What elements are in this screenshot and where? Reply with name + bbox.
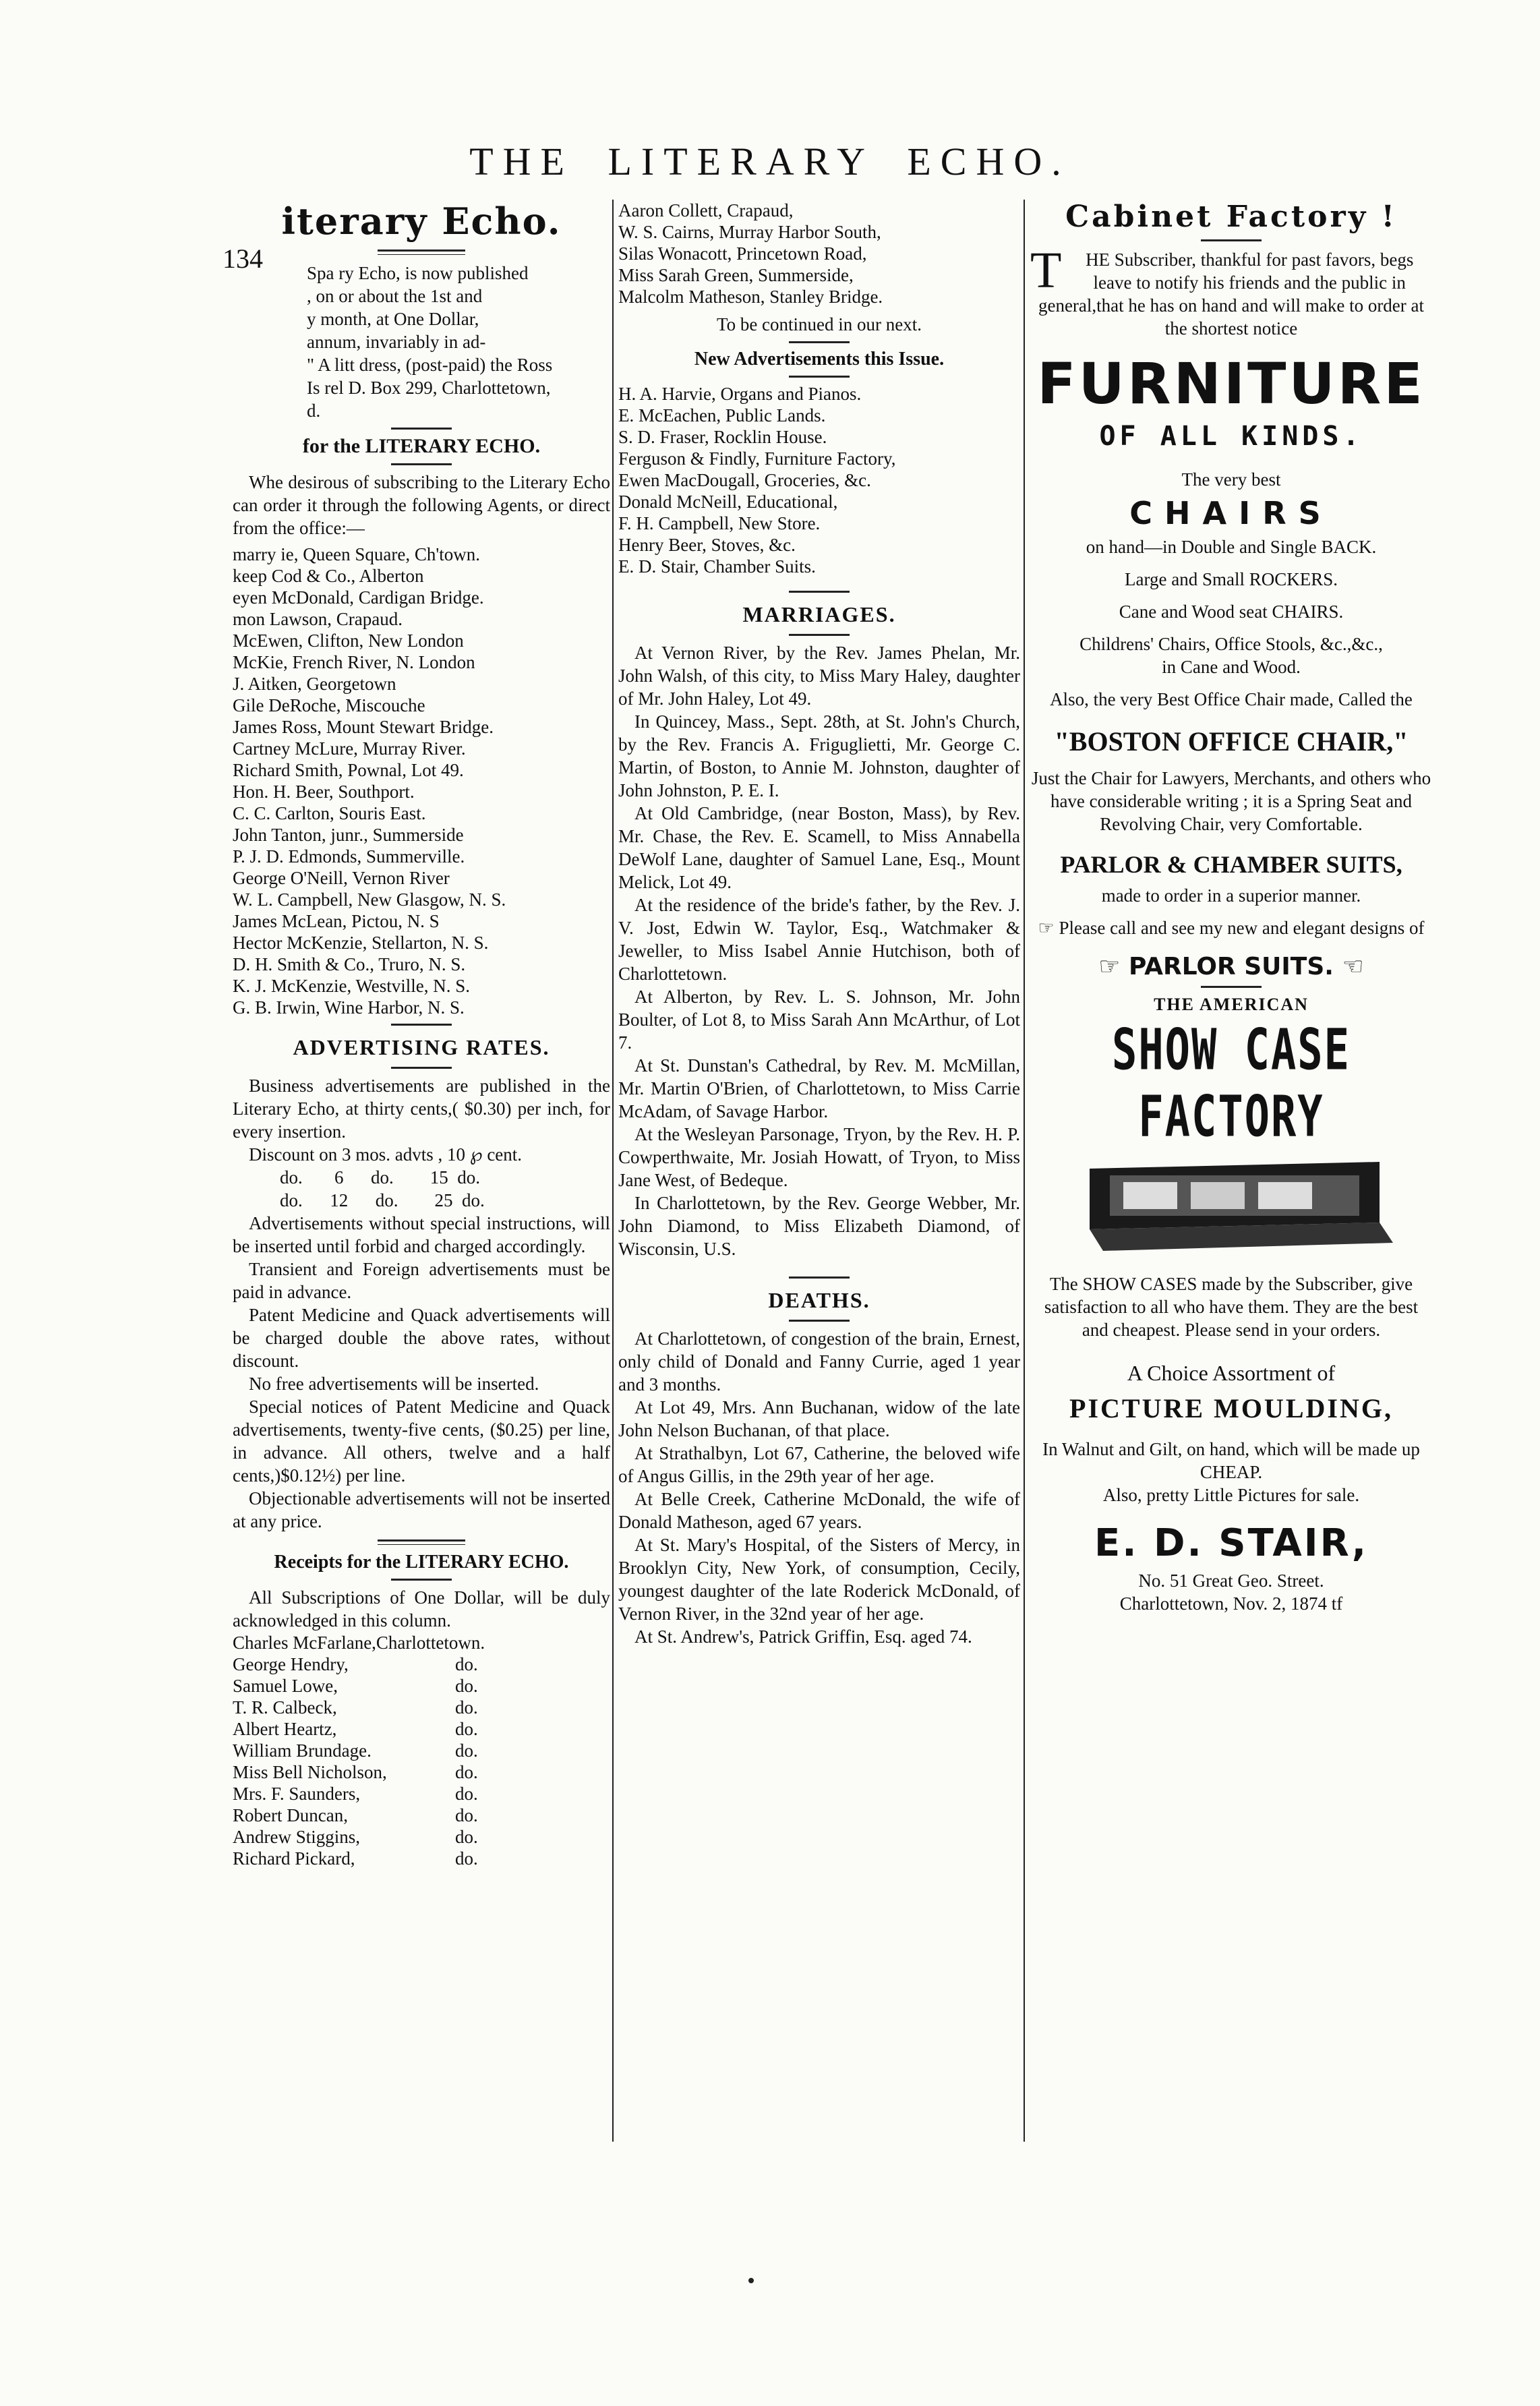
- intro-block: [233, 262, 610, 422]
- receipt-name: Andrew Stiggins,: [233, 1827, 360, 1847]
- advertiser-date: Charlottetown, Nov. 2, 1874 tf: [1119, 1593, 1343, 1614]
- cane-text: Cane and Wood seat CHAIRS.: [1119, 602, 1344, 622]
- show-case-icon: [1063, 1155, 1400, 1256]
- all-kinds-heading: OF ALL KINDS.: [1099, 421, 1363, 452]
- intro-line: " A litt dress, (post-paid) the Ross: [307, 355, 553, 375]
- death-notice: At St. Andrew's, Patrick Griffin, Esq. aged 74.: [634, 1626, 972, 1647]
- receipt-place: do.: [455, 1784, 478, 1804]
- list-item: keep Cod & Co., Alberton: [233, 566, 424, 586]
- intro-line: d.: [307, 401, 321, 421]
- page-title: THE LITERARY ECHO.: [469, 140, 1071, 183]
- column-middle: [618, 200, 1020, 1648]
- list-item: Aaron Collett, Crapaud,: [618, 200, 794, 221]
- receipts-continued-list: [618, 200, 1020, 307]
- divider: [789, 341, 850, 343]
- column-divider: [612, 200, 614, 2142]
- discount-line: Discount on 3 mos. advts , 10 ℘ cent.: [249, 1144, 523, 1165]
- list-item: Hector McKenzie, Stellarton, N. S.: [233, 933, 489, 953]
- receipt-place: do.: [455, 1848, 478, 1869]
- rates-paragraph: Patent Medicine and Quack advertisements will be charged double the above rates, without discount.: [233, 1305, 610, 1371]
- rates-paragraph: Business advertisements are published in the Literary Echo, at thirty cents,( $0.30) per inch, for every insertion.: [233, 1076, 610, 1142]
- childrens-text: Childrens' Chairs, Office Stools, &c.,&c.,: [1079, 634, 1383, 654]
- discount-line: do. 6 do. 15 do.: [280, 1167, 480, 1187]
- list-item: P. J. D. Edmonds, Summerville.: [233, 846, 465, 867]
- marriage-notice: In Charlottetown, by the Rev. George Webber, Mr. John Diamond, to Miss Elizabeth Diamond, of Wisconsin, U.S.: [618, 1193, 1020, 1259]
- picture-moulding-heading: PICTURE MOULDING,: [1069, 1393, 1393, 1424]
- receipt-name: Mrs. F. Saunders,: [233, 1784, 361, 1804]
- show-case-heading: SHOW CASE FACTORY: [1112, 1016, 1351, 1150]
- list-item: George O'Neill, Vernon River: [233, 868, 450, 888]
- office-chair-text: Also, the very Best Office Chair made, Called the: [1050, 689, 1413, 709]
- intro-line: y month, at One Dollar,: [307, 309, 479, 329]
- deaths-title: DEATHS.: [768, 1288, 870, 1312]
- marriage-notice: In Quincey, Mass., Sept. 28th, at St. John's Church, by the Rev. Francis A. Friguglietti, Mr. George C. Martin, of Boston, to Annie M. Johnston, daughter of John Johnston, P. E. I.: [618, 711, 1020, 800]
- receipt-place: do.: [455, 1697, 478, 1718]
- divider: [391, 428, 452, 430]
- advertiser-address: No. 51 Great Geo. Street.: [1138, 1571, 1324, 1591]
- list-item: K. J. McKenzie, Westville, N. S.: [233, 976, 471, 996]
- list-item: John Tanton, junr., Summerside: [233, 825, 464, 845]
- list-item: James McLean, Pictou, N. S: [233, 911, 440, 931]
- cabinet-intro: [1030, 242, 1432, 340]
- divider: [391, 1067, 452, 1069]
- pictures-text: Also, pretty Little Pictures for sale.: [1102, 1485, 1360, 1505]
- receipt-name: Samuel Lowe,: [233, 1676, 338, 1696]
- column-divider: [1024, 200, 1025, 2142]
- marriage-notice: At Alberton, by Rev. L. S. Johnson, Mr. John Boulter, of Lot 8, to Miss Sarah Ann McArthur, of Lot 7.: [618, 987, 1020, 1053]
- on-hand-text: on hand—in Double and Single BACK.: [1086, 537, 1377, 557]
- list-item: Gile DeRoche, Miscouche: [233, 695, 425, 715]
- marriage-notice: At St. Dunstan's Cathedral, by Rev. M. McMillan, Mr. Martin O'Brien, of Charlottetown, to Miss Carrie McAdam, of Savage Harbor.: [618, 1055, 1020, 1121]
- list-item: Malcolm Matheson, Stanley Bridge.: [618, 287, 883, 307]
- agents-list: [233, 544, 610, 1018]
- intro-text: HE Subscriber, thankful for past favors, begs leave to notify his friends and the public in general,that he has on hand and will make to order at the shortest notice: [1038, 250, 1425, 339]
- intro-line: Spa ry Echo, is now published: [307, 263, 529, 283]
- parlor-suits-heading: ☞ PARLOR SUITS. ☜: [1098, 953, 1364, 980]
- continued-note: To be continued in our next.: [716, 314, 922, 334]
- divider: [391, 1024, 452, 1026]
- marriage-notice: At the Wesleyan Parsonage, Tryon, by the Rev. H. P. Cowperthwaite, Mr. Josiah Howatt, of Tryon, to Miss Jane West, of Bedeque.: [618, 1124, 1020, 1190]
- divider: [789, 1277, 850, 1279]
- rates-paragraph: Advertisements without special instructions, will be inserted until forbid and charged accordingly.: [233, 1213, 610, 1256]
- new-ads-title: New Advertisements this Issue.: [694, 349, 945, 370]
- receipt-place: do.: [455, 1676, 478, 1696]
- intro-line: Is rel D. Box 299, Charlottetown,: [307, 378, 551, 398]
- cabinet-factory-title: Cabinet Factory !: [1065, 200, 1397, 234]
- chairs-heading: CHAIRS: [1129, 495, 1333, 531]
- in-cane-text: in Cane and Wood.: [1162, 657, 1301, 677]
- divider: [789, 591, 850, 593]
- death-notice: At Charlottetown, of congestion of the brain, Ernest, only child of Donald and Fanny Currie, aged 1 year and 3 months.: [618, 1328, 1020, 1395]
- receipt-name: Richard Pickard,: [233, 1848, 355, 1869]
- divider: [789, 634, 850, 636]
- marriage-notice: At Old Cambridge, (near Boston, Mass), by Rev. Mr. Chase, the Rev. E. Scamell, to Miss Annabella DeWolf Lane, daughter of Samuel Lane, Esq., Mount Melick, Lot 49.: [618, 803, 1020, 892]
- masthead: iterary Echo.: [281, 200, 562, 243]
- list-item: Hon. H. Beer, Southport.: [233, 782, 415, 802]
- death-notice: At Strathalbyn, Lot 67, Catherine, the beloved wife of Angus Gillis, in the 29th year of her age.: [618, 1443, 1020, 1486]
- walnut-text: In Walnut and Gilt, on hand, which will be made up CHEAP.: [1042, 1439, 1420, 1482]
- receipt-place: do.: [455, 1654, 478, 1674]
- rates-paragraph: Objectionable advertisements will not be inserted at any price.: [233, 1488, 610, 1531]
- column-left: [233, 200, 610, 1869]
- page-number: 134: [223, 243, 263, 274]
- show-case-description: The SHOW CASES made by the Subscriber, give satisfaction to all who have them. They are the best and cheapest. Please send in your orders.: [1044, 1274, 1419, 1340]
- list-item: D. H. Smith & Co., Truro, N. S.: [233, 954, 466, 974]
- marriages-title: MARRIAGES.: [742, 602, 896, 626]
- list-item: J. Aitken, Georgetown: [233, 674, 396, 694]
- list-item: Ewen MacDougall, Groceries, &c.: [618, 470, 871, 490]
- list-item: Silas Wonacott, Princetown Road,: [618, 243, 867, 264]
- divider: [1201, 239, 1262, 241]
- list-item: G. B. Irwin, Wine Harbor, N. S.: [233, 997, 465, 1018]
- agents-header: for the LITERARY ECHO.: [302, 435, 541, 457]
- advertiser-name: E. D. STAIR,: [1094, 1521, 1369, 1565]
- boston-chair-heading: "BOSTON OFFICE CHAIR,": [1054, 726, 1409, 757]
- list-item: W. S. Cairns, Murray Harbor South,: [618, 222, 881, 242]
- list-item: eyen McDonald, Cardigan Bridge.: [233, 587, 484, 608]
- receipts-list: [233, 1632, 610, 1869]
- furniture-heading: FURNITURE: [1037, 351, 1425, 417]
- column-right: [1030, 200, 1432, 1615]
- divider: [378, 1539, 465, 1545]
- rates-paragraph: Special notices of Patent Medicine and Quack advertisements, twenty-five cents, ($0.25) per line, in advance. All others, twelve and a half cents,)$0.12½) per line.: [233, 1397, 610, 1486]
- please-call-text: ☞ Please call and see my new and elegant designs of: [1038, 918, 1425, 938]
- choice-text: A Choice Assortment of: [1127, 1361, 1336, 1385]
- death-notice: At Belle Creek, Catherine McDonald, the wife of Donald Matheson, aged 67 years.: [618, 1489, 1020, 1532]
- divider: [789, 1320, 850, 1322]
- list-item: H. A. Harvie, Organs and Pianos.: [618, 384, 862, 404]
- list-item: James Ross, Mount Stewart Bridge.: [233, 717, 494, 737]
- receipt-place: do.: [455, 1719, 478, 1739]
- death-notice: At Lot 49, Mrs. Ann Buchanan, widow of the late John Nelson Buchanan, of that place.: [618, 1397, 1020, 1440]
- receipt-name: George Hendry,: [233, 1654, 349, 1674]
- marriage-notice: At Vernon River, by the Rev. James Phelan, Mr. John Walsh, of this city, to Miss Mary Haley, daughter of Mr. John Haley, Lot 49.: [618, 643, 1020, 709]
- death-notice: At St. Mary's Hospital, of the Sisters of Mercy, in Brooklyn City, New York, of consumption, Cecily, youngest daughter of the late Roderick McDonald, of Vernon River, in the 32nd year of her age.: [618, 1535, 1020, 1624]
- drop-cap: T: [1030, 242, 1062, 299]
- list-item: F. H. Campbell, New Store.: [618, 513, 821, 533]
- list-item: Richard Smith, Pownal, Lot 49.: [233, 760, 464, 780]
- receipt-place: do.: [455, 1740, 478, 1761]
- the-american-text: THE AMERICAN: [1154, 995, 1309, 1014]
- list-item: W. L. Campbell, New Glasgow, N. S.: [233, 889, 506, 910]
- list-item: McKie, French River, N. London: [233, 652, 475, 672]
- very-best-text: The very best: [1181, 469, 1281, 490]
- rates-paragraph: No free advertisements will be inserted.: [249, 1374, 539, 1394]
- boston-description: Just the Chair for Lawyers, Merchants, and others who have considerable writing ; it is a Spring Seat and Revolving Chair, very Comfortable.: [1031, 768, 1431, 834]
- divider: [378, 250, 465, 255]
- list-item: McEwen, Clifton, New London: [233, 630, 464, 651]
- list-item: Ferguson & Findly, Furniture Factory,: [618, 448, 896, 469]
- parlor-chamber-heading: PARLOR & CHAMBER SUITS,: [1060, 851, 1402, 878]
- list-item: Cartney McLure, Murray River.: [233, 738, 466, 759]
- list-item: S. D. Fraser, Rocklin House.: [618, 427, 827, 447]
- rates-paragraph: Transient and Foreign advertisements must be paid in advance.: [233, 1259, 610, 1302]
- receipt-name: Robert Duncan,: [233, 1805, 348, 1825]
- discount-line: do. 12 do. 25 do.: [280, 1190, 485, 1210]
- intro-line: annum, invariably in ad-: [307, 332, 486, 352]
- divider: [391, 1579, 452, 1581]
- marriage-notice: At the residence of the bride's father, by the Rev. J. V. Jost, Edwin W. Taylor, Esq., Watchmaker & Jeweller, to Miss Isabel Annie Hutchison, both of Charlottetown.: [618, 895, 1020, 984]
- receipt-place: do.: [455, 1762, 478, 1782]
- receipt-name: Charles McFarlane,Charlottetown.: [233, 1633, 485, 1653]
- divider: [391, 463, 452, 465]
- list-item: E. McEachen, Public Lands.: [618, 405, 826, 426]
- list-item: Miss Sarah Green, Summerside,: [618, 265, 854, 285]
- list-item: E. D. Stair, Chamber Suits.: [618, 556, 816, 577]
- made-to-order-text: made to order in a superior manner.: [1101, 885, 1361, 906]
- divider: [1201, 986, 1262, 988]
- rockers-text: Large and Small ROCKERS.: [1125, 569, 1338, 589]
- list-item: Donald McNeill, Educational,: [618, 492, 838, 512]
- list-item: C. C. Carlton, Souris East.: [233, 803, 426, 823]
- receipt-name: T. R. Calbeck,: [233, 1697, 337, 1718]
- new-ads-list: [618, 383, 1020, 577]
- receipt-name: Albert Heartz,: [233, 1719, 337, 1739]
- list-item: Henry Beer, Stoves, &c.: [618, 535, 796, 555]
- receipt-name: William Brundage.: [233, 1740, 372, 1761]
- receipts-intro: All Subscriptions of One Dollar, will be duly acknowledged in this column.: [233, 1587, 610, 1631]
- divider: [789, 376, 850, 378]
- receipt-place: do.: [455, 1827, 478, 1847]
- receipts-title: Receipts for the LITERARY ECHO.: [274, 1552, 569, 1573]
- show-case-illustration: [1063, 1155, 1400, 1256]
- list-item: mon Lawson, Crapaud.: [233, 609, 403, 629]
- receipt-place: do.: [455, 1805, 478, 1825]
- intro-line: , on or about the 1st and: [307, 286, 483, 306]
- page-dot: [748, 2278, 754, 2283]
- receipt-name: Miss Bell Nicholson,: [233, 1762, 387, 1782]
- agents-intro: Whe desirous of subscribing to the Literary Echo can order it through the following Agents, or direct from the office:—: [233, 472, 610, 538]
- rates-title: ADVERTISING RATES.: [293, 1035, 550, 1059]
- list-item: marry ie, Queen Square, Ch'town.: [233, 544, 481, 564]
